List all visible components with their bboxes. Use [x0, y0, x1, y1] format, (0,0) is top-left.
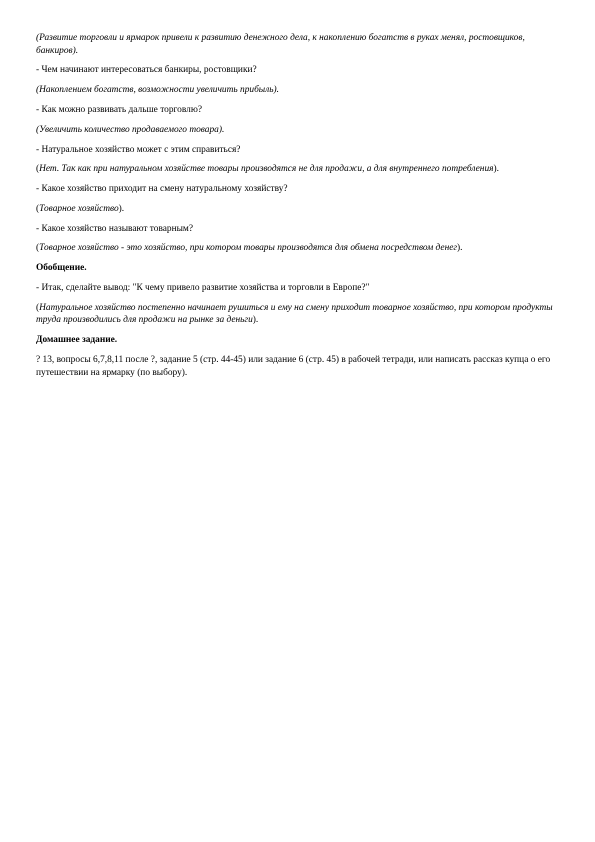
- question-paragraph: - Какое хозяйство называют товарным?: [36, 223, 194, 234]
- question-paragraph: - Натуральное хозяйство может с этим справиться?: [36, 144, 241, 155]
- answer-paragraph: [36, 32, 566, 57]
- answer-text: (Накоплением богатств, возможности увеличить прибыль).: [36, 85, 279, 96]
- section-heading: Домашнее задание.: [36, 335, 118, 346]
- answer-text: Товарное хозяйство: [39, 203, 119, 214]
- answer-paragraph: (Нет. Так как при натуральном хозяйстве товары производятся не для продажи, а для внутреннего потребления).: [36, 164, 499, 175]
- question-paragraph: - Какое хозяйство приходит на смену натуральному хозяйству?: [36, 184, 288, 195]
- question-paragraph: - Как можно развивать дальше торговлю?: [36, 104, 202, 115]
- answer-text: Товарное хозяйство - это хозяйство, при котором товары производятся для обмена посредством денег: [39, 243, 458, 254]
- answer-text: (Развитие торговли и ярмарок привели к развитию денежного дела, к накоплению богатств в руках менял, ростовщиков, банкиров).: [36, 33, 525, 56]
- section-heading: Обобщение.: [36, 263, 87, 274]
- answer-paragraph: (Товарное хозяйство).: [36, 203, 125, 214]
- answer-text: Нет. Так как при натуральном хозяйстве товары производятся не для продажи, а для внутреннего потребления: [39, 164, 494, 175]
- homework-paragraph: ? 13, вопросы 6,7,8,11 после ?, задание 5 (стр. 44-45) или задание 6 (стр. 45) в рабочей тетради, или написать рассказ купца о его путешествии на ярмарку (по выбору).: [36, 354, 551, 378]
- answer-paragraph: (Натуральное хозяйство постепенно начинает рушиться и ему на смену приходит товарное хозяйство, при котором продукты труда производились для продажи на рынке за деньги).: [36, 302, 553, 326]
- answer-text: Натуральное хозяйство постепенно начинает рушиться и ему на смену приходит товарное хозяйство, при котором продукты труда производились для продажи на рынке за деньги: [36, 302, 553, 326]
- answer-paragraph: [36, 124, 566, 137]
- answer-paragraph: (Товарное хозяйство - это хозяйство, при котором товары производятся для обмена посредством денег).: [36, 243, 463, 254]
- document-page: [36, 32, 566, 386]
- question-paragraph: - Итак, сделайте вывод: "К чему привело развитие хозяйства и торговли в Европе?": [36, 282, 370, 293]
- question-paragraph: - Чем начинают интересоваться банкиры, ростовщики?: [36, 65, 257, 76]
- answer-text: (Увеличить количество продаваемого товара).: [36, 124, 225, 135]
- answer-paragraph: [36, 84, 566, 97]
